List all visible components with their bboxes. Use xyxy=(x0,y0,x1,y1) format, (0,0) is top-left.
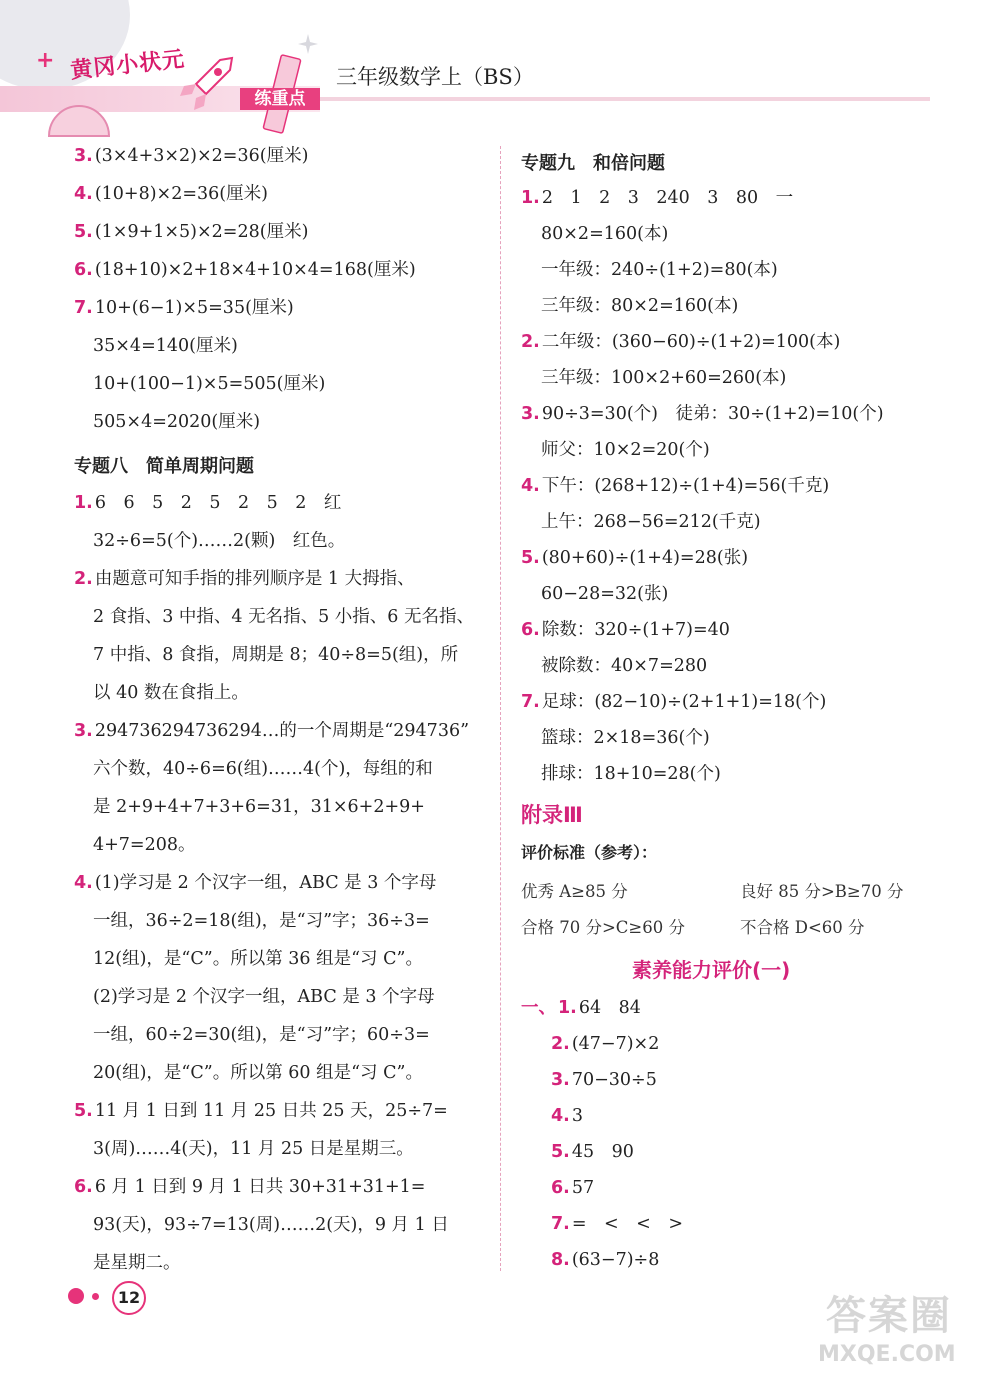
answer-line xyxy=(74,1175,425,1199)
brand-title: 黄冈小状元 xyxy=(69,47,187,84)
answer-text: 排球：18+10=28(个) xyxy=(541,764,721,784)
answer-line xyxy=(93,1137,414,1161)
question-number: 5. xyxy=(551,1142,570,1162)
answer-line xyxy=(74,1099,448,1123)
answer-line xyxy=(74,182,268,206)
answer-line xyxy=(93,947,423,971)
plus-icon: + xyxy=(36,48,55,73)
answer-text: 294736294736294…的一个周期是“294736” xyxy=(94,721,470,741)
question-number: 5. xyxy=(521,548,540,568)
answer-line xyxy=(93,1251,181,1275)
question-number: 1. xyxy=(558,998,577,1018)
answer-text: (63−7)÷8 xyxy=(571,1250,660,1270)
grade-item: 合格 70 分>C≥60 分 xyxy=(521,918,686,937)
answer-text: 下午：(268+12)÷(1+4)=56(千克) xyxy=(541,476,830,496)
answer-line xyxy=(93,833,196,857)
question-number: 2. xyxy=(551,1034,570,1054)
question-number: 6. xyxy=(551,1178,570,1198)
question-number: 1. xyxy=(521,188,540,208)
answer-line xyxy=(551,1176,594,1200)
answer-text: 被除数：40×7=280 xyxy=(541,656,708,676)
answer-line xyxy=(74,719,469,743)
page-dot-icon xyxy=(92,1293,99,1300)
brand-subtitle: 练重点 xyxy=(240,88,320,110)
answer-text: 64 84 xyxy=(578,998,641,1018)
watermark-url: MXQE.COM xyxy=(818,1342,956,1367)
answer-line xyxy=(93,757,433,781)
answer-line xyxy=(93,334,238,358)
answer-line xyxy=(541,222,668,246)
page-dot-icon xyxy=(68,1288,84,1304)
answer-text: 三年级：100×2+60=260(本) xyxy=(541,368,787,388)
question-number: 4. xyxy=(551,1106,570,1126)
answer-line xyxy=(93,1061,423,1085)
answer-text: (2)学习是 2 个汉字一组，ABC 是 3 个字母 xyxy=(93,987,435,1007)
grade-item: 良好 85 分>B≥70 分 xyxy=(740,882,904,901)
question-number: 7. xyxy=(521,692,540,712)
answer-text: 三年级：80×2=160(本) xyxy=(541,296,739,316)
answer-text: (1×9+1×5)×2=28(厘米) xyxy=(94,222,309,242)
answer-text: 篮球：2×18=36(个) xyxy=(541,728,710,748)
question-number: 4. xyxy=(74,873,93,893)
answer-line xyxy=(93,909,430,933)
question-number: 4. xyxy=(521,476,540,496)
question-number: 4. xyxy=(74,184,93,204)
answer-line xyxy=(74,144,308,168)
answer-text: 6 6 5 2 5 2 5 2 红 xyxy=(94,493,342,513)
sparkle-icon xyxy=(296,32,320,56)
question-number: 3. xyxy=(521,404,540,424)
answer-line xyxy=(93,372,325,396)
appendix-title: 附录Ⅲ xyxy=(521,803,583,827)
answer-line xyxy=(521,996,641,1020)
question-number: 6. xyxy=(74,1177,93,1197)
answer-line xyxy=(74,296,294,320)
answer-line xyxy=(541,762,721,786)
answer-text: 45 90 xyxy=(571,1142,634,1162)
watermark-logo: 答案圈 xyxy=(826,1293,952,1339)
answer-line xyxy=(521,690,826,714)
question-number: 2. xyxy=(521,332,540,352)
answer-text: 一年级：240÷(1+2)=80(本) xyxy=(541,260,778,280)
question-number: 5. xyxy=(74,1101,93,1121)
answer-line xyxy=(541,582,668,606)
criteria-heading: 评价标准（参考）： xyxy=(521,843,658,862)
page-number: 12 xyxy=(112,1281,146,1315)
answer-line xyxy=(521,618,730,642)
answer-line xyxy=(541,510,761,534)
answer-text: 一组，36÷2=18(组)，是“习”字；36÷3= xyxy=(93,911,430,931)
answer-text: 由题意可知手指的排列顺序是 1 大拇指、 xyxy=(94,569,415,589)
grade-item: 优秀 A≥85 分 xyxy=(521,882,628,901)
answer-line xyxy=(74,871,436,895)
answer-line xyxy=(93,643,458,667)
answer-text: 11 月 1 日到 11 月 25 日共 25 天，25÷7= xyxy=(94,1101,448,1121)
question-number: 2. xyxy=(74,569,93,589)
answer-line xyxy=(541,366,786,390)
answer-line xyxy=(93,1023,430,1047)
answer-text: 60−28=32(张) xyxy=(541,584,669,604)
answer-line xyxy=(551,1032,659,1056)
answer-text: = < < > xyxy=(571,1214,683,1234)
book-title: 三年级数学上（BS） xyxy=(336,65,534,89)
answer-text: 是 2+9+4+7+3+6=31，31×6+2+9+ xyxy=(93,797,425,817)
question-number: 1. xyxy=(74,493,93,513)
answer-line xyxy=(541,438,710,462)
protractor-icon xyxy=(44,98,114,138)
question-number: 3. xyxy=(551,1070,570,1090)
column-divider xyxy=(500,146,501,1271)
answer-text: 32÷6=5(个)……2(颗) 红色。 xyxy=(93,531,346,551)
answer-text: 2 1 2 3 240 3 80 一 xyxy=(541,188,794,208)
answer-line xyxy=(551,1248,659,1272)
answer-text: (3×4+3×2)×2=36(厘米) xyxy=(94,146,309,166)
answer-line xyxy=(541,294,738,318)
answer-text: 除数：320÷(1+7)=40 xyxy=(541,620,730,640)
answer-line xyxy=(74,258,416,282)
answer-text: 20(组)，是“C”。所以第 60 组是“习 C”。 xyxy=(93,1063,423,1083)
answer-text: 师父：10×2=20(个) xyxy=(541,440,710,460)
answer-text: 70−30÷5 xyxy=(571,1070,657,1090)
answer-line xyxy=(551,1104,583,1128)
answer-line xyxy=(551,1140,634,1164)
answer-text: 505×4=2020(厘米) xyxy=(93,412,261,432)
section-heading: 专题九 和倍问题 xyxy=(521,153,665,174)
answer-text: 3 xyxy=(571,1106,583,1126)
header-rule xyxy=(320,97,930,101)
answer-text: 35×4=140(厘米) xyxy=(93,336,238,356)
answer-text: 6 月 1 日到 9 月 1 日共 30+31+31+1= xyxy=(94,1177,426,1197)
question-number: 6. xyxy=(521,620,540,640)
answer-text: 2 食指、3 中指、4 无名指、5 小指、6 无名指、 xyxy=(93,607,474,627)
answer-line xyxy=(74,220,308,244)
answer-text: 二年级：(360−60)÷(1+2)=100(本) xyxy=(541,332,841,352)
answer-line xyxy=(74,491,341,515)
answer-text: 六个数，40÷6=6(组)……4(个)，每组的和 xyxy=(93,759,433,779)
answer-text: 上午：268−56=212(千克) xyxy=(541,512,761,532)
answer-text: 10+(100−1)×5=505(厘米) xyxy=(93,374,326,394)
answer-line xyxy=(521,546,748,570)
answer-text: (1)学习是 2 个汉字一组，ABC 是 3 个字母 xyxy=(94,873,437,893)
answer-line xyxy=(93,985,435,1009)
answer-text: 足球：(82−10)÷(2+1+1)=18(个) xyxy=(541,692,827,712)
question-number: 7. xyxy=(551,1214,570,1234)
answer-line xyxy=(93,795,425,819)
answer-text: 一组，60÷2=30(组)，是“习”字；60÷3= xyxy=(93,1025,430,1045)
answer-text: 是星期二。 xyxy=(93,1253,181,1273)
question-number: 7. xyxy=(74,298,93,318)
answer-text: 以 40 数在食指上。 xyxy=(93,683,249,703)
answer-text: (80+60)÷(1+4)=28(张) xyxy=(541,548,749,568)
answer-line xyxy=(551,1212,683,1236)
answer-line xyxy=(521,474,829,498)
answer-text: 4+7=208。 xyxy=(93,835,196,855)
answer-line xyxy=(93,681,249,705)
question-number: 5. xyxy=(74,222,93,242)
answer-text: 10+(6−1)×5=35(厘米) xyxy=(94,298,294,318)
answer-text: 3(周)……4(天)，11 月 25 日是星期三。 xyxy=(93,1139,414,1159)
evaluation-title: 素养能力评价(一) xyxy=(632,958,791,982)
answer-line xyxy=(93,529,345,553)
answer-text: 12(组)，是“C”。所以第 36 组是“习 C”。 xyxy=(93,949,423,969)
question-number: 8. xyxy=(551,1250,570,1270)
answer-text: 57 xyxy=(571,1178,595,1198)
grade-item: 不合格 D<60 分 xyxy=(740,918,865,937)
answer-text: (18+10)×2+18×4+10×4=168(厘米) xyxy=(94,260,416,280)
answer-line xyxy=(551,1068,657,1092)
section-heading: 专题八 简单周期问题 xyxy=(74,456,254,477)
answer-line xyxy=(93,605,474,629)
answer-line xyxy=(93,1213,449,1237)
answer-line xyxy=(521,402,884,426)
answer-text: 80×2=160(本) xyxy=(541,224,669,244)
question-number: 3. xyxy=(74,146,93,166)
answer-line xyxy=(521,186,793,210)
answer-line xyxy=(521,330,840,354)
answer-line xyxy=(93,410,260,434)
answer-line xyxy=(541,258,778,282)
answer-text: 7 中指、8 食指，周期是 8；40÷8=5(组)，所 xyxy=(93,645,459,665)
answer-text: (47−7)×2 xyxy=(571,1034,660,1054)
question-number: 3. xyxy=(74,721,93,741)
answer-text: 93(天)，93÷7=13(周)……2(天)，9 月 1 日 xyxy=(93,1215,449,1235)
part-label: 一、 xyxy=(521,998,556,1018)
answer-line xyxy=(541,654,707,678)
answer-text: (10+8)×2=36(厘米) xyxy=(94,184,268,204)
answer-text: 90÷3=30(个) 徒弟：30÷(1+2)=10(个) xyxy=(541,404,884,424)
answer-line xyxy=(541,726,710,750)
answer-line xyxy=(74,567,415,591)
question-number: 6. xyxy=(74,260,93,280)
